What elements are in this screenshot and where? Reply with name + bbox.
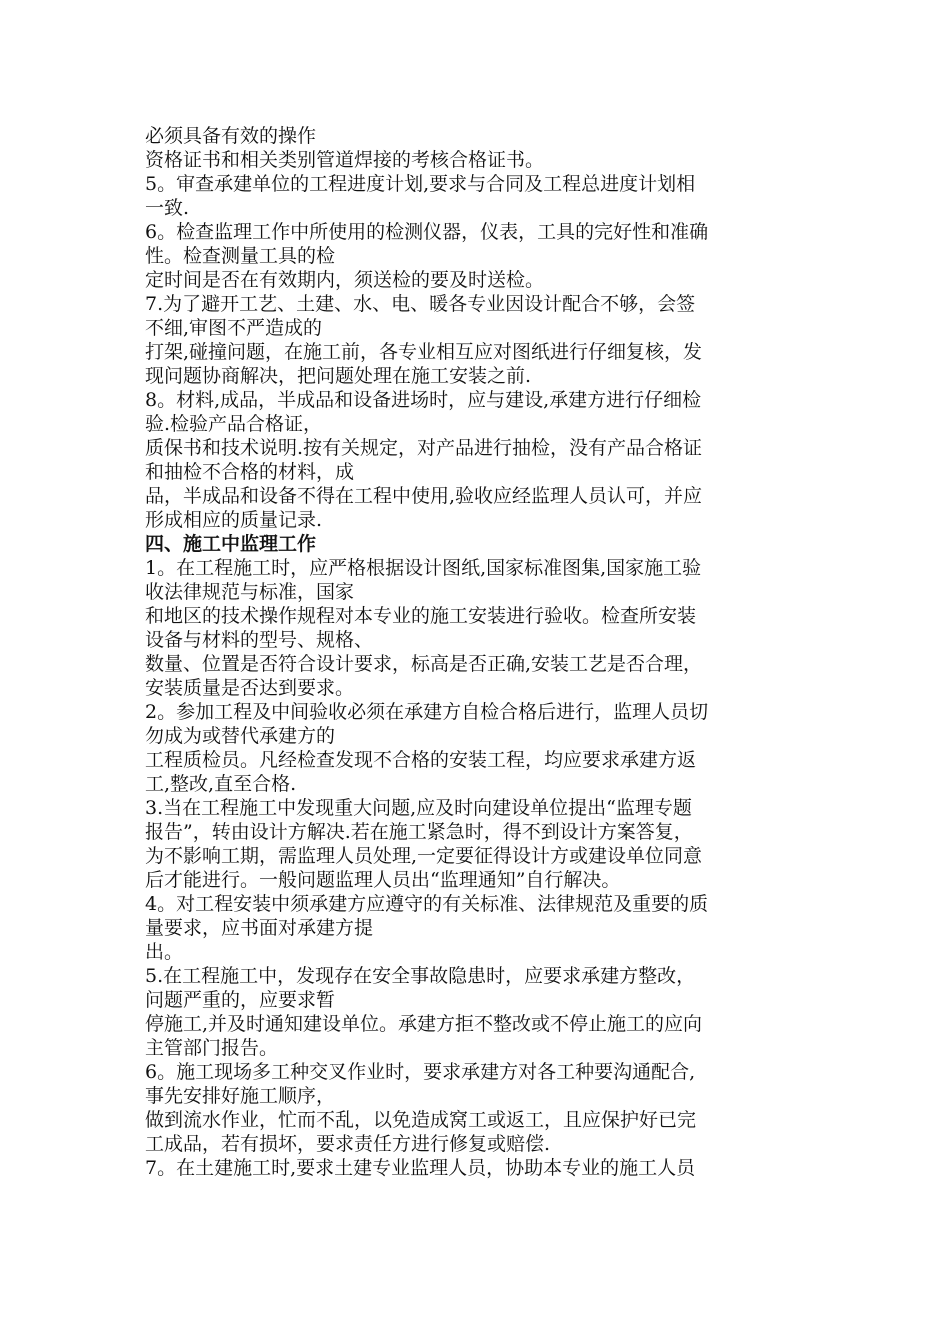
text-line: 3.当在工程施工中发现重大问题,应及时向建设单位提出“监理专题	[145, 797, 692, 819]
text-line: 设备与材料的型号、规格、	[145, 629, 374, 651]
text-line: 2。参加工程及中间验收必须在承建方自检合格后进行，监理人员切	[145, 701, 709, 723]
text-line: 报告”，转由设计方解决.若在施工紧急时，得不到设计方案答复，	[145, 821, 693, 843]
text-line: 勿成为或替代承建方的	[145, 725, 336, 747]
text-line: 验.检验产品合格证，	[145, 413, 323, 435]
text-line: 8。材料,成品，半成品和设备进场时，应与建设,承建方进行仔细检	[145, 389, 702, 411]
text-line: 打架,碰撞问题，在施工前，各专业相互应对图纸进行仔细复核，发	[145, 341, 703, 363]
text-line: 和抽检不合格的材料，成	[145, 461, 355, 483]
text-line: 收法律规范与标准，国家	[145, 581, 355, 603]
text-line: 停施工,并及时通知建设单位。承建方拒不整改或不停止施工的应向	[145, 1013, 703, 1035]
text-line: 形成相应的质量记录.	[145, 509, 323, 531]
text-line: 工成品，若有损坏，要求责任方进行修复或赔偿.	[145, 1133, 551, 1155]
text-line: 工程质检员。凡经检查发现不合格的安装工程，均应要求承建方返	[145, 749, 697, 771]
text-line: 主管部门报告。	[145, 1037, 279, 1059]
text-line: 一致.	[145, 197, 190, 219]
text-line: 6。检查监理工作中所使用的检测仪器，仪表，工具的完好性和准确	[145, 221, 709, 243]
text-line: 6。施工现场多工种交叉作业时，要求承建方对各工种要沟通配合,	[145, 1061, 696, 1083]
document-body	[145, 124, 810, 1180]
text-line: 事先安排好施工顺序，	[145, 1085, 336, 1107]
text-line: 和地区的技术操作规程对本专业的施工安装进行验收。检查所安装	[145, 605, 697, 627]
text-line: 后才能进行。一般问题监理人员出“监理通知”自行解决。	[145, 869, 621, 891]
text-line: 为不影响工期，需监理人员处理,一定要征得设计方或建设单位同意	[145, 845, 703, 867]
text-line: 1。在工程施工时，应严格根据设计图纸,国家标准图集,国家施工验	[145, 557, 702, 579]
text-line: 7。在土建施工时,要求土建专业监理人员，协助本专业的施工人员	[145, 1157, 696, 1179]
text-line: 定时间是否在有效期内，须送检的要及时送检。	[145, 269, 545, 291]
text-line: 5。审查承建单位的工程进度计划,要求与合同及工程总进度计划相	[145, 173, 696, 195]
text-line: 性。检查测量工具的检	[145, 245, 336, 267]
text-line: 问题严重的，应要求暂	[145, 989, 336, 1011]
text-line: 数量、位置是否符合设计要求，标高是否正确,安装工艺是否合理，	[145, 653, 703, 675]
text-line: 品，半成品和设备不得在工程中使用,验收应经监理人员认可，并应	[145, 485, 703, 507]
text-line: 4。对工程安装中须承建方应遵守的有关标准、法律规范及重要的质	[145, 893, 709, 915]
text-line: 安装质量是否达到要求。	[145, 677, 355, 699]
text-line: 现问题协商解决，把问题处理在施工安装之前.	[145, 365, 532, 387]
text-line: 7.为了避开工艺、土建、水、电、暖各专业因设计配合不够，会签	[145, 293, 696, 315]
text-line: 量要求，应书面对承建方提	[145, 917, 374, 939]
text-line: 工,整改,直至合格.	[145, 773, 297, 795]
text-line: 资格证书和相关类别管道焊接的考核合格证书。	[145, 149, 545, 171]
text-line: 不细,审图不严造成的	[145, 317, 323, 339]
text-line: 做到流水作业，忙而不乱，以免造成窝工或返工，且应保护好已完	[145, 1109, 697, 1131]
text-line: 出。	[145, 941, 184, 963]
section-heading: 四、施工中监理工作	[145, 533, 317, 555]
text-line: 必须具备有效的操作	[145, 125, 317, 147]
text-line: 5.在工程施工中，发现存在安全事故隐患时，应要求承建方整改，	[145, 965, 696, 987]
text-line: 质保书和技术说明.按有关规定，对产品进行抽检，没有产品合格证	[145, 437, 703, 459]
